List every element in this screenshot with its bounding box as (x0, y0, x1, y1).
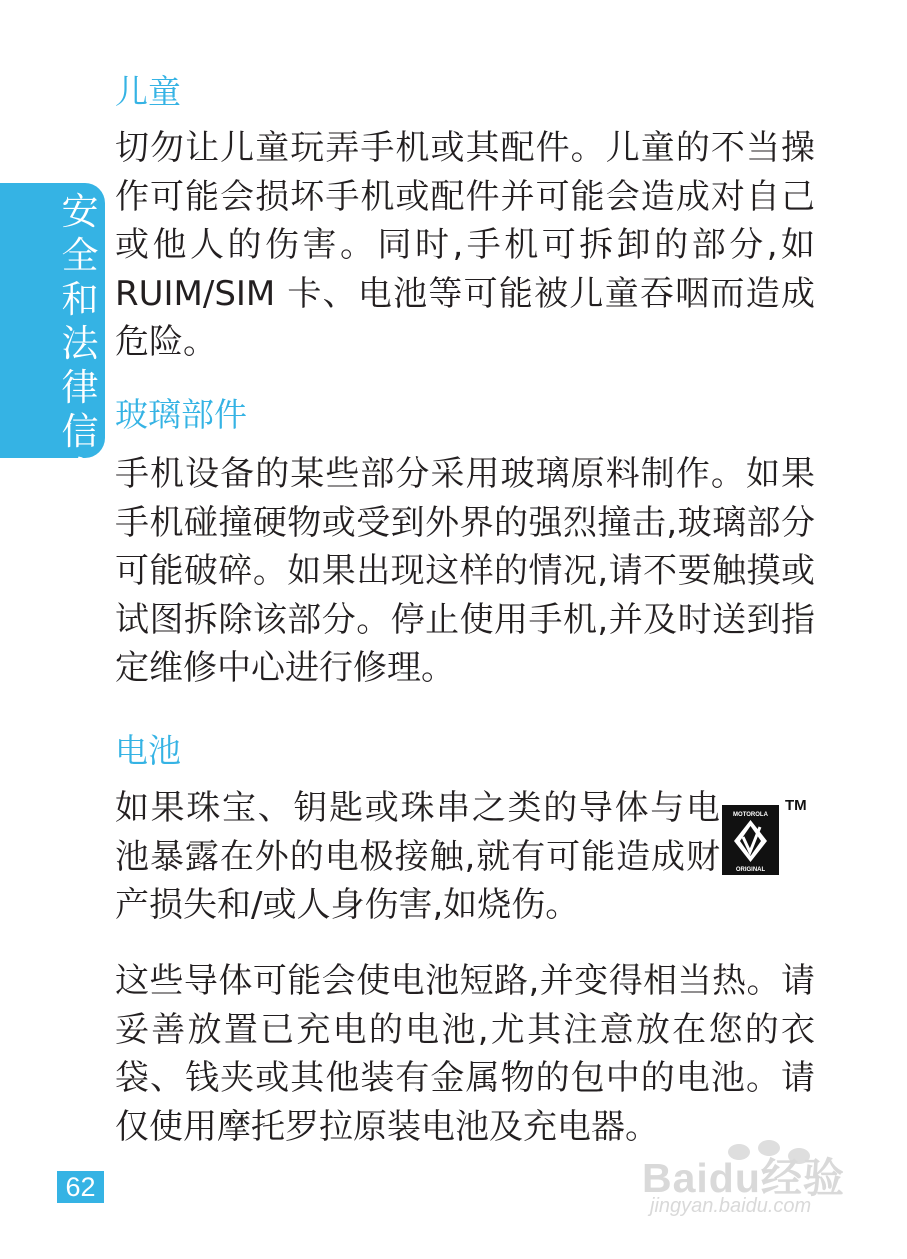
trademark-symbol: TM (785, 797, 807, 814)
motorola-original-logo (722, 805, 779, 875)
heading-battery: 电池 (115, 731, 181, 770)
paragraph-battery-conductors: 如果珠宝、钥匙或珠串之类的导体与电池暴露在外的电极接触,就有可能造成财产损失和/或人身伤害,如烧伤。 (115, 788, 720, 925)
watermark-brand: Baidu经验 (642, 1155, 845, 1201)
logo-bottom-text: ORIGINAL (735, 867, 766, 873)
logo-top-text: MOTOROLA (733, 812, 768, 818)
heading-glass-parts: 玻璃部件 (115, 395, 247, 434)
side-tab-label: 安全和法律信息 (61, 190, 99, 497)
paragraph-glass-parts: 手机设备的某些部分采用玻璃原料制作。如果手机碰撞硬物或受到外界的强烈撞击,玻璃部分可能破碎。如果出现这样的情况,请不要触摸或试图拆除该部分。停止使用手机,并及时送到指定维修中心进行修理。 (115, 454, 815, 688)
heading-children: 儿童 (115, 72, 181, 111)
paragraph-children: 切勿让儿童玩弄手机或其配件。儿童的不当操作可能会损坏手机或配件并可能会造成对自己或他人的伤害。同时,手机可拆卸的部分,如 RUIM/SIM 卡、电池等可能被儿童吞咽而造成危险。 (115, 128, 815, 362)
watermark-url: jingyan.baidu.com (650, 1195, 812, 1217)
paragraph-battery-short-circuit: 这些导体可能会使电池短路,并变得相当热。请妥善放置已充电的电池,尤其注意放在您的衣袋、钱夹或其他装有金属物的包中的电池。请仅使用摩托罗拉原装电池及充电器。 (115, 961, 815, 1147)
page-number: 62 (57, 1171, 104, 1203)
baidu-jingyan-watermark (640, 1140, 860, 1240)
